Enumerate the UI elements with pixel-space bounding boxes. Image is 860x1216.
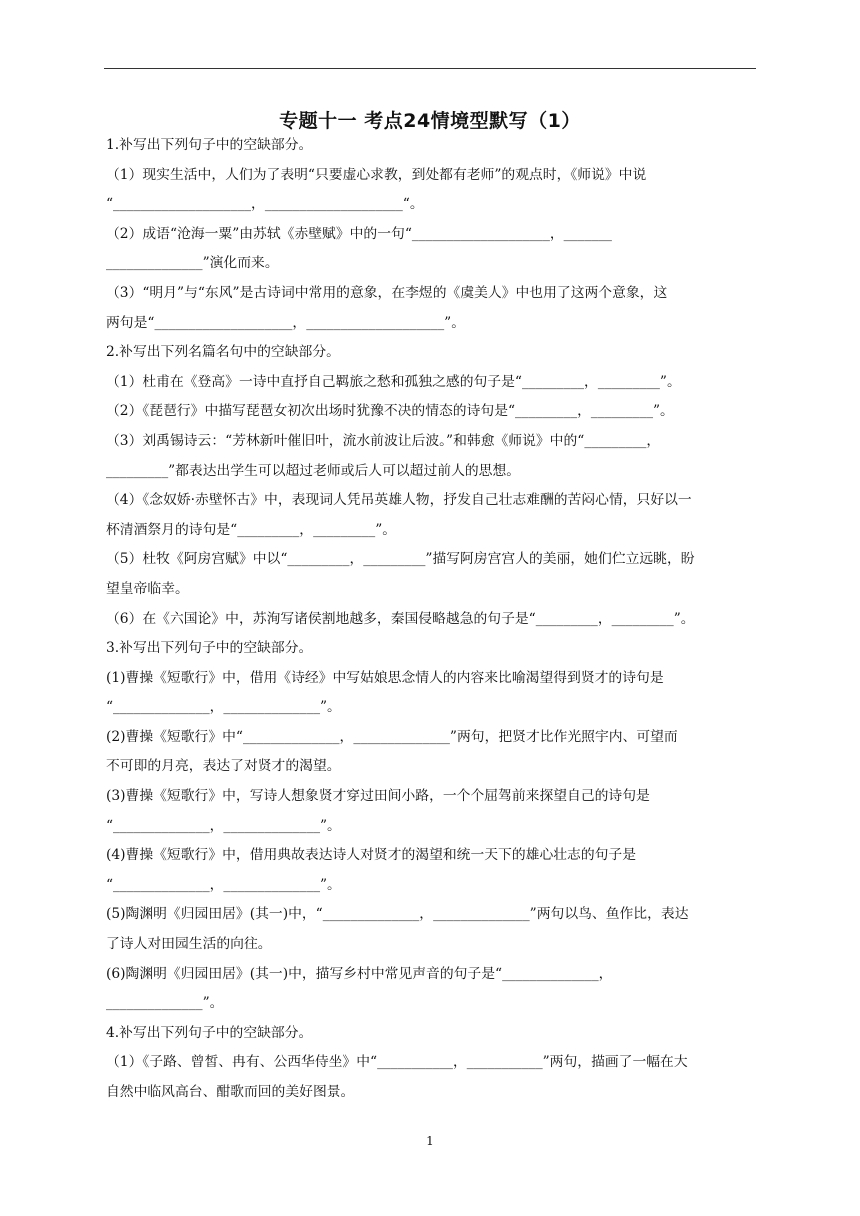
question-line: （1）杜甫在《登高》一诗中直抒自己羁旅之愁和孤独之感的句子是“_________，_________”。: [106, 373, 681, 390]
page-number: 1: [426, 1134, 434, 1148]
question-line: （5）杜牧《阿房宫赋》中以“_________，_________”描写阿房宫宫人的美丽，她们伫立远眺，盼: [106, 551, 695, 568]
question-line: （1）现实生活中，人们为了表明“只要虚心求教，到处都有老师”的观点时，《师说》中说: [106, 166, 647, 183]
question-line: (3)曹操《短歌行》中，写诗人想象贤才穿过田间小路，一个个屈驾前来探望自己的诗句是: [106, 788, 650, 805]
question-line: (6)陶渊明《归园田居》(其一)中，描写乡村中常见声音的句子是“______________，: [106, 965, 613, 982]
question-line: （2）成语“沧海一粟”由苏轼《赤壁赋》中的一句“____________________，_______: [106, 225, 612, 242]
question-line: 杯清酒祭月的诗句是“_________，_________”。: [106, 521, 397, 538]
question-line: (1)曹操《短歌行》中，借用《诗经》中写姑娘思念情人的内容来比喻渴望得到贤才的诗句是: [106, 669, 664, 686]
question-line: “______________，______________”。: [106, 817, 341, 834]
question-line: （3）刘禹锡诗云：“芳林新叶催旧叶，流水前波让后波。”和韩愈《师说》中的“_________，: [106, 432, 661, 449]
question-line: “______________，______________”。: [106, 876, 341, 893]
question-line: 两句是“____________________，____________________”。: [106, 314, 466, 331]
section-heading-3: 3.补写出下列句子中的空缺部分。: [106, 640, 313, 657]
header-rule: [104, 68, 756, 69]
question-line: “______________，______________”。: [106, 699, 341, 716]
question-line: （4）《念奴娇·赤壁怀古》中，表现词人凭吊英雄人物，抒发自己壮志难酬的苦闷心情，只好以一: [106, 492, 692, 509]
question-line: 了诗人对田园生活的向往。: [106, 936, 272, 953]
question-line: 不可即的月亮，表达了对贤才的渴望。: [106, 758, 341, 775]
section-heading-4: 4.补写出下列句子中的空缺部分。: [106, 1024, 313, 1041]
question-line: ______________”。: [106, 995, 224, 1012]
question-line: （2）《琵琶行》中描写琵琶女初次出场时犹豫不决的情态的诗句是“_________，_________”。: [106, 403, 674, 420]
page-title: 专题十一 考点24情境型默写（1）: [279, 110, 581, 132]
question-line: ______________”演化而来。: [106, 255, 279, 272]
question-line: _________”都表达出学生可以超过老师或后人可以超过前人的思想。: [106, 462, 521, 479]
question-body: [106, 131, 756, 1108]
question-line: (5)陶渊明《归园田居》(其一)中，“______________，______________”两句以鸟、鱼作比，表达: [106, 906, 689, 923]
section-heading-1: 1.补写出下列句子中的空缺部分。: [106, 137, 313, 153]
question-line: 自然中临风高台、酣歌而回的美好图景。: [106, 1084, 355, 1100]
question-line: （6）在《六国论》中，苏洵写诸侯割地越多，秦国侵略越急的句子是“_________，_________”。: [106, 610, 695, 627]
question-line: (2)曹操《短歌行》中“______________，______________”两句，把贤才比作光照宇内、可望而: [106, 728, 678, 745]
question-line: （3）“明月”与“东风”是古诗词中常用的意象，在李煜的《虞美人》中也用了这两个意象，这: [106, 284, 668, 301]
section-heading-2: 2.补写出下列名篇名句中的空缺部分。: [106, 344, 340, 361]
question-line: (4)曹操《短歌行》中，借用典故表达诗人对贤才的渴望和统一天下的雄心壮志的句子是: [106, 847, 637, 864]
question-line: “____________________，____________________“。: [106, 196, 424, 213]
question-line: （1）《子路、曾皙、冉有、公西华侍坐》中“___________，___________”两句，描画了一幅在大: [106, 1054, 688, 1071]
question-line: 望皇帝临幸。: [106, 580, 189, 597]
